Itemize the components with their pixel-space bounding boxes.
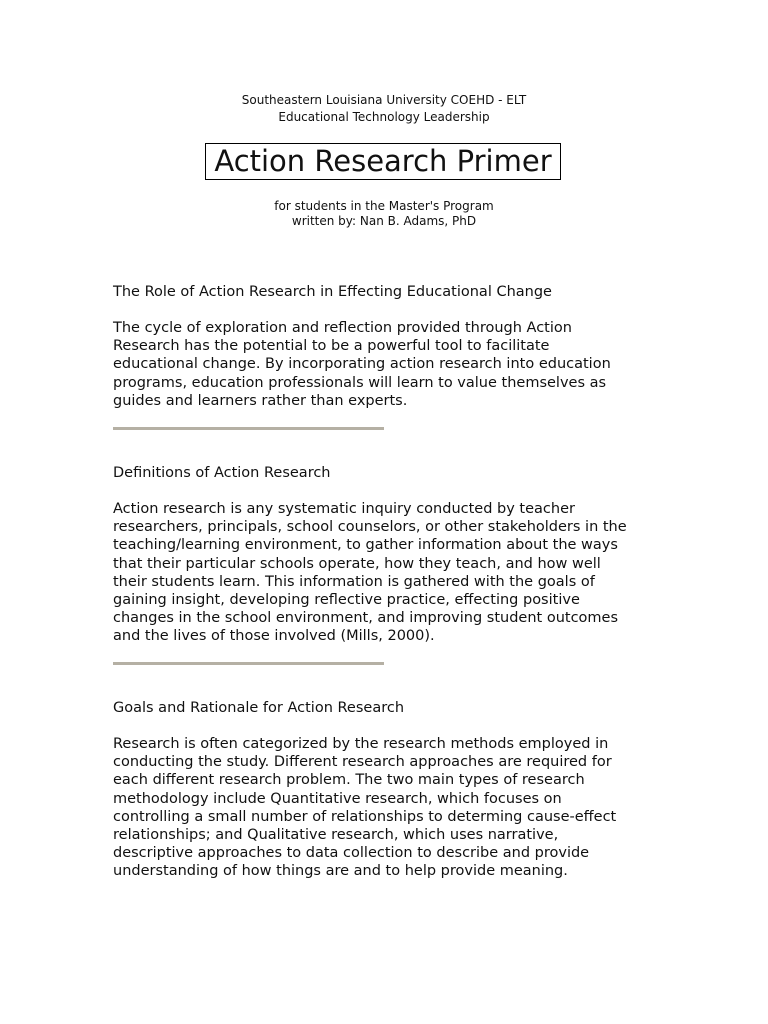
body-line: each different research problem. The two main types of research <box>113 772 585 789</box>
body-line: conducting the study. Different research approaches are required for <box>113 754 612 771</box>
section-heading-definitions: Definitions of Action Research <box>113 465 331 481</box>
body-line: descriptive approaches to data collection to describe and provide <box>113 845 590 862</box>
document-title: Action Research Primer <box>205 143 561 180</box>
body-line: gaining insight, developing reflective practice, effecting positive <box>113 592 580 609</box>
section-divider <box>113 427 384 430</box>
section-body-role <box>113 319 661 410</box>
body-line: Action research is any systematic inquiry conducted by teacher <box>113 501 575 517</box>
body-line: methodology include Quantitative research, which focuses on <box>113 790 562 807</box>
body-line: educational change. By incorporating action research into education <box>113 356 611 373</box>
audience-line: for students in the Master's Program <box>274 199 494 213</box>
body-line: their students learn. This information is gathered with the goals of <box>113 573 595 590</box>
body-line: Research is often categorized by the research methods employed in <box>113 736 609 752</box>
body-line: Research has the potential to be a powerful tool to facilitate <box>113 338 550 355</box>
body-line: understanding of how things are and to help provide meaning. <box>113 863 568 880</box>
body-line: researchers, principals, school counselors, or other stakeholders in the <box>113 519 627 536</box>
body-line: controlling a small number of relationships to determing cause-effect <box>113 808 617 825</box>
program-name: Educational Technology Leadership <box>278 110 490 124</box>
section-divider <box>113 662 384 665</box>
section-body-goals <box>113 735 661 881</box>
body-line: programs, education professionals will learn to value themselves as <box>113 374 607 391</box>
section-heading-goals: Goals and Rationale for Action Research <box>113 700 405 716</box>
body-line: and the lives of those involved (Mills, 2000). <box>113 628 435 645</box>
body-line: teaching/learning environment, to gather information about the ways <box>113 537 618 554</box>
body-line: guides and learners rather than experts. <box>113 392 408 409</box>
author-line: written by: Nan B. Adams, PhD <box>291 214 477 228</box>
body-line: The cycle of exploration and reflection provided through Action <box>113 320 572 336</box>
institution-name: Southeastern Louisiana University COEHD - ELT <box>241 93 527 107</box>
body-line: that their particular schools operate, how they teach, and how well <box>113 555 601 572</box>
body-line: relationships; and Qualitative research, which uses narrative, <box>113 827 559 844</box>
body-line: changes in the school environment, and improving student outcomes <box>113 610 619 627</box>
section-heading-role: The Role of Action Research in Effecting Educational Change <box>113 284 552 300</box>
section-body-definitions <box>113 500 661 646</box>
